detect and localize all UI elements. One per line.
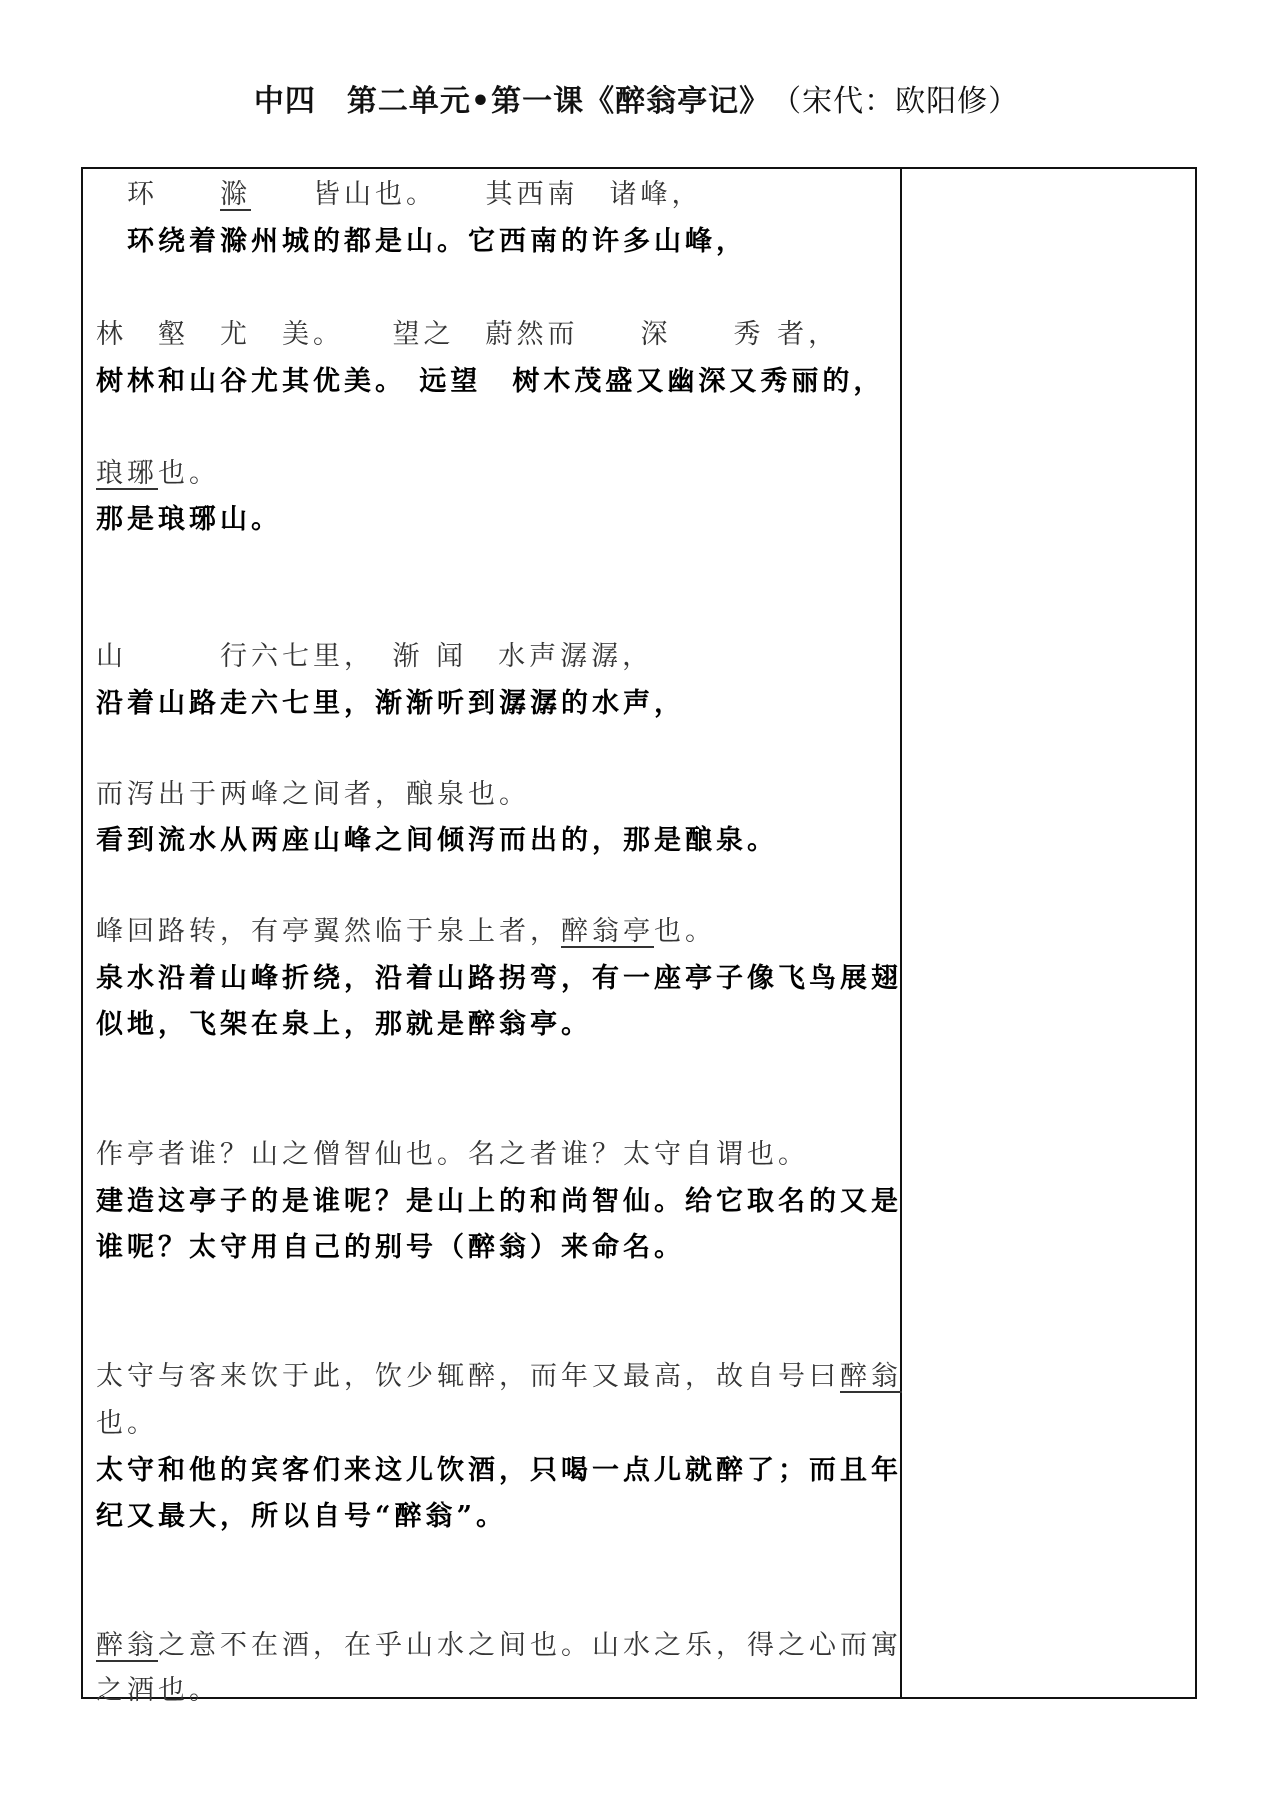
text-span: 太守与客来饮于此，饮少辄醉，而年又最高，故自号曰 xyxy=(96,1361,840,1392)
page-title-author: （宋代：欧阳修） xyxy=(786,84,1020,119)
annotated-term: 琅琊 xyxy=(96,458,158,489)
text-span: 环 xyxy=(96,179,220,210)
passage-1-translation: 环绕着滁州城的都是山。它西南的许多山峰， xyxy=(96,226,747,257)
annotated-term: 滁 xyxy=(220,179,251,210)
passage-3-translation: 那是琅琊山。 xyxy=(96,504,282,535)
passage-6-original xyxy=(96,909,716,948)
passage-9-original: 之酒也。 xyxy=(96,1675,220,1706)
passage-6-translation: 似地，飞架在泉上，那就是醉翁亭。 xyxy=(96,1009,592,1040)
annotated-term: 醉翁亭 xyxy=(561,916,654,947)
passage-6-translation: 泉水沿着山峰折绕，沿着山路拐弯，有一座亭子像飞鸟展翅 xyxy=(96,963,902,994)
passage-4-translation: 沿着山路走六七里，渐渐听到潺潺的水声， xyxy=(96,688,685,719)
passage-1-original xyxy=(96,172,703,211)
passage-7-translation: 建造这亭子的是谁呢？是山上的和尚智仙。给它取名的又是 xyxy=(96,1186,902,1217)
passage-8-original xyxy=(96,1354,902,1393)
passage-7-translation: 谁呢？太守用自己的别号（醉翁）来命名。 xyxy=(96,1232,685,1263)
text-span: 皆山也。 其西南 诸峰， xyxy=(251,179,703,210)
passage-7-original: 作亭者谁？山之僧智仙也。名之者谁？太守自谓也。 xyxy=(96,1139,809,1170)
text-span: 之意不在酒，在乎山水之间也。山水之乐，得之心而寓 xyxy=(158,1630,902,1661)
passage-3-original xyxy=(96,451,220,490)
text-span: 也。 xyxy=(158,458,220,489)
annotated-term: 醉翁 xyxy=(96,1630,158,1661)
passage-8-translation: 太守和他的宾客们来这儿饮酒，只喝一点儿就醉了；而且年 xyxy=(96,1455,902,1486)
page-title xyxy=(0,76,1273,120)
passage-8-original: 也。 xyxy=(96,1408,158,1439)
passage-9-original xyxy=(96,1623,902,1662)
passage-5-translation: 看到流水从两座山峰之间倾泻而出的，那是酿泉。 xyxy=(96,825,778,856)
passage-2-translation: 树林和山谷尤其优美。 远望 树木茂盛又幽深又秀丽的， xyxy=(96,366,885,397)
text-span: 也。 xyxy=(654,916,716,947)
passage-8-translation: 纪又最大，所以自号“醉翁”。 xyxy=(96,1501,508,1532)
page-title-main: 中四 第二单元•第一课《醉翁亭记》 xyxy=(253,84,756,119)
passage-4-original: 山 行六七里， 渐 闻 水声潺潺， xyxy=(96,641,654,672)
annotated-term: 醉翁 xyxy=(840,1361,902,1392)
text-span: 峰回路转，有亭翼然临于泉上者， xyxy=(96,916,561,947)
passage-2-original: 林 壑 尤 美。 望之 蔚然而 深 秀 者， xyxy=(96,319,840,350)
passage-5-original: 而泻出于两峰之间者，酿泉也。 xyxy=(96,779,530,810)
